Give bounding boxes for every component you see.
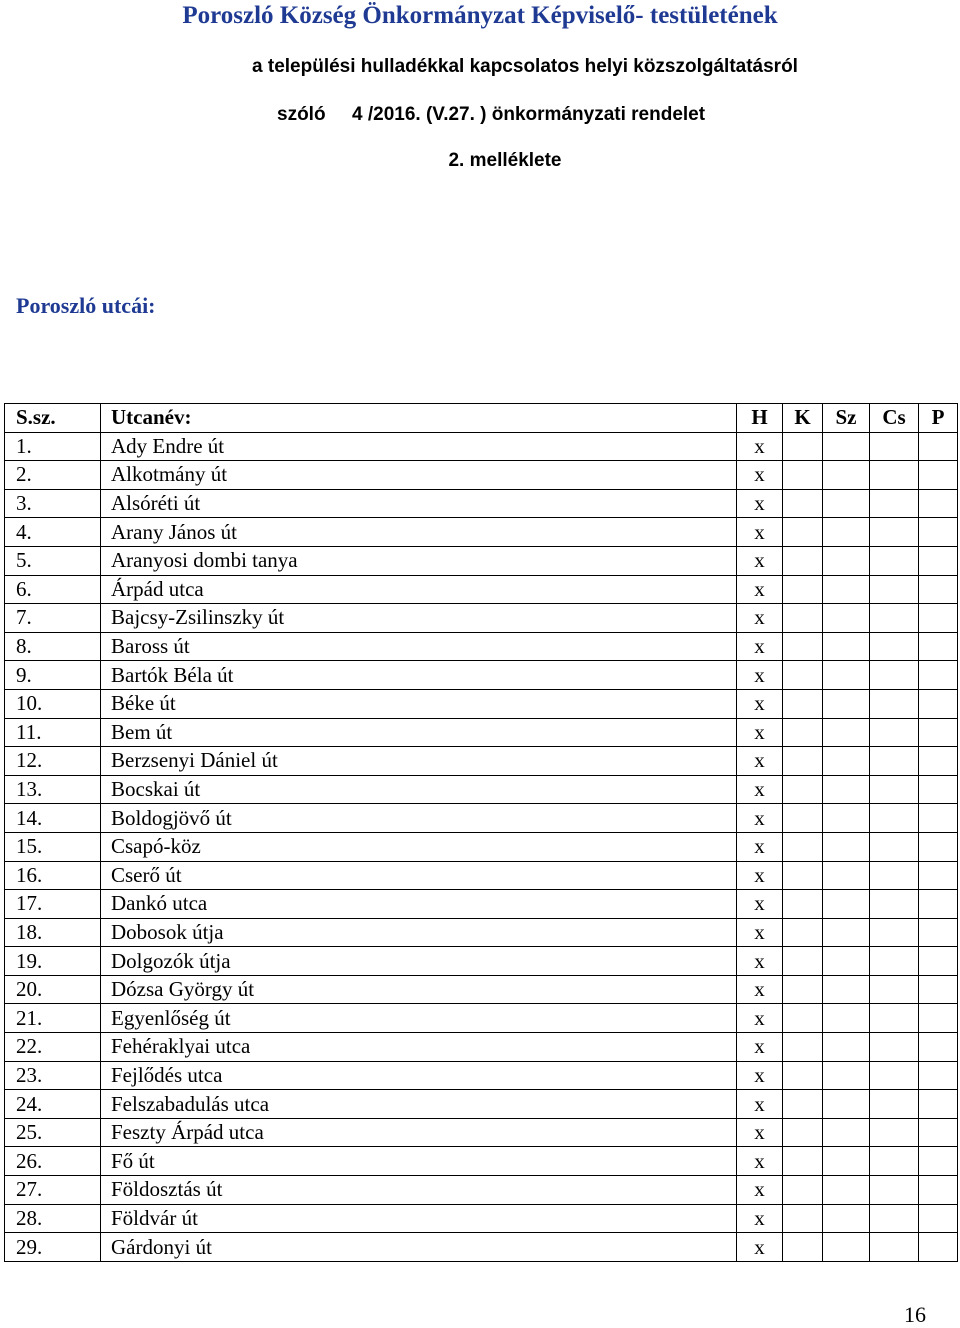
cell-sz	[823, 1204, 870, 1233]
cell-cs	[870, 975, 919, 1004]
cell-cs	[870, 604, 919, 633]
cell-k	[783, 1118, 823, 1147]
cell-h: x	[737, 575, 783, 604]
cell-number: 19.	[5, 947, 101, 976]
page-number: 16	[904, 1302, 926, 1327]
header-street-name: Utcanév:	[101, 404, 737, 433]
cell-k	[783, 575, 823, 604]
cell-number: 16.	[5, 861, 101, 890]
cell-street-name: Dankó utca	[101, 890, 737, 919]
cell-number: 20.	[5, 975, 101, 1004]
table-row	[5, 518, 958, 547]
cell-cs	[870, 689, 919, 718]
table-row	[5, 1118, 958, 1147]
cell-cs	[870, 1090, 919, 1119]
cell-p	[919, 718, 958, 747]
cell-p	[919, 1233, 958, 1262]
cell-sz	[823, 918, 870, 947]
cell-street-name: Fő út	[101, 1147, 737, 1176]
streets-table	[4, 403, 958, 1262]
cell-h: x	[737, 947, 783, 976]
cell-street-name: Baross út	[101, 632, 737, 661]
cell-street-name: Aranyosi dombi tanya	[101, 546, 737, 575]
cell-h: x	[737, 832, 783, 861]
cell-k	[783, 1233, 823, 1262]
table-row	[5, 689, 958, 718]
cell-p	[919, 546, 958, 575]
cell-h: x	[737, 890, 783, 919]
table-header-row	[5, 404, 958, 433]
cell-number: 24.	[5, 1090, 101, 1119]
cell-cs	[870, 1233, 919, 1262]
cell-p	[919, 747, 958, 776]
cell-h: x	[737, 975, 783, 1004]
cell-k	[783, 1147, 823, 1176]
cell-sz	[823, 1004, 870, 1033]
table-row	[5, 1033, 958, 1062]
cell-cs	[870, 1147, 919, 1176]
cell-cs	[870, 1204, 919, 1233]
section-title: Poroszló utcái:	[16, 293, 156, 318]
cell-p	[919, 689, 958, 718]
cell-number: 8.	[5, 632, 101, 661]
cell-cs	[870, 775, 919, 804]
cell-k	[783, 804, 823, 833]
cell-number: 11.	[5, 718, 101, 747]
cell-h: x	[737, 489, 783, 518]
table-row	[5, 632, 958, 661]
cell-sz	[823, 604, 870, 633]
cell-k	[783, 489, 823, 518]
cell-cs	[870, 1004, 919, 1033]
cell-k	[783, 1033, 823, 1062]
cell-street-name: Béke út	[101, 689, 737, 718]
cell-k	[783, 747, 823, 776]
table-row	[5, 461, 958, 490]
cell-k	[783, 1090, 823, 1119]
table-row	[5, 918, 958, 947]
cell-p	[919, 632, 958, 661]
cell-p	[919, 947, 958, 976]
cell-h: x	[737, 1147, 783, 1176]
cell-h: x	[737, 1033, 783, 1062]
cell-street-name: Feszty Árpád utca	[101, 1118, 737, 1147]
cell-k	[783, 689, 823, 718]
cell-p	[919, 804, 958, 833]
cell-sz	[823, 1118, 870, 1147]
cell-p	[919, 1176, 958, 1205]
cell-cs	[870, 918, 919, 947]
cell-sz	[823, 1233, 870, 1262]
cell-sz	[823, 832, 870, 861]
cell-sz	[823, 1090, 870, 1119]
table-row	[5, 832, 958, 861]
cell-number: 14.	[5, 804, 101, 833]
cell-h: x	[737, 918, 783, 947]
cell-p	[919, 832, 958, 861]
cell-h: x	[737, 632, 783, 661]
cell-cs	[870, 518, 919, 547]
cell-street-name: Földosztás út	[101, 1176, 737, 1205]
cell-street-name: Alsóréti út	[101, 489, 737, 518]
annex-label: 2. melléklete	[448, 150, 562, 171]
cell-sz	[823, 432, 870, 461]
cell-sz	[823, 1061, 870, 1090]
cell-street-name: Boldogjövő út	[101, 804, 737, 833]
cell-street-name: Dózsa György út	[101, 975, 737, 1004]
cell-street-name: Bem út	[101, 718, 737, 747]
cell-sz	[823, 461, 870, 490]
table-row	[5, 775, 958, 804]
cell-street-name: Árpád utca	[101, 575, 737, 604]
cell-cs	[870, 1061, 919, 1090]
cell-h: x	[737, 604, 783, 633]
cell-k	[783, 432, 823, 461]
cell-p	[919, 1033, 958, 1062]
cell-street-name: Arany János út	[101, 518, 737, 547]
cell-p	[919, 1147, 958, 1176]
cell-k	[783, 832, 823, 861]
table-row	[5, 575, 958, 604]
cell-p	[919, 861, 958, 890]
table-row	[5, 1147, 958, 1176]
cell-k	[783, 461, 823, 490]
cell-h: x	[737, 661, 783, 690]
cell-street-name: Fehéraklyai utca	[101, 1033, 737, 1062]
cell-k	[783, 775, 823, 804]
cell-h: x	[737, 1233, 783, 1262]
cell-street-name: Bartók Béla út	[101, 661, 737, 690]
table-row	[5, 1176, 958, 1205]
cell-sz	[823, 689, 870, 718]
table-row	[5, 1090, 958, 1119]
table-row	[5, 546, 958, 575]
cell-k	[783, 1004, 823, 1033]
cell-h: x	[737, 1176, 783, 1205]
cell-k	[783, 947, 823, 976]
cell-cs	[870, 832, 919, 861]
header-h: H	[737, 404, 783, 433]
cell-number: 10.	[5, 689, 101, 718]
cell-number: 17.	[5, 890, 101, 919]
table-row	[5, 747, 958, 776]
header-k: K	[783, 404, 823, 433]
cell-sz	[823, 861, 870, 890]
cell-k	[783, 518, 823, 547]
cell-street-name: Cserő út	[101, 861, 737, 890]
cell-cs	[870, 1176, 919, 1205]
cell-cs	[870, 632, 919, 661]
cell-k	[783, 890, 823, 919]
cell-h: x	[737, 518, 783, 547]
cell-number: 26.	[5, 1147, 101, 1176]
cell-street-name: Alkotmány út	[101, 461, 737, 490]
cell-p	[919, 489, 958, 518]
cell-sz	[823, 546, 870, 575]
cell-k	[783, 1176, 823, 1205]
cell-number: 22.	[5, 1033, 101, 1062]
cell-street-name: Berzsenyi Dániel út	[101, 747, 737, 776]
table-row	[5, 489, 958, 518]
cell-p	[919, 575, 958, 604]
cell-cs	[870, 489, 919, 518]
cell-h: x	[737, 1061, 783, 1090]
cell-h: x	[737, 747, 783, 776]
table-row	[5, 661, 958, 690]
cell-p	[919, 918, 958, 947]
cell-k	[783, 918, 823, 947]
cell-cs	[870, 1118, 919, 1147]
cell-p	[919, 975, 958, 1004]
table-row	[5, 604, 958, 633]
cell-k	[783, 546, 823, 575]
cell-street-name: Földvár út	[101, 1204, 737, 1233]
cell-sz	[823, 518, 870, 547]
streets-table-body	[5, 432, 958, 1261]
cell-sz	[823, 1176, 870, 1205]
cell-number: 18.	[5, 918, 101, 947]
header-cs: Cs	[870, 404, 919, 433]
cell-cs	[870, 718, 919, 747]
document-title: Poroszló Község Önkormányzat Képviselő- testületének	[182, 2, 778, 29]
cell-h: x	[737, 1204, 783, 1233]
cell-street-name: Ady Endre út	[101, 432, 737, 461]
cell-sz	[823, 947, 870, 976]
table-row	[5, 975, 958, 1004]
cell-number: 21.	[5, 1004, 101, 1033]
cell-sz	[823, 661, 870, 690]
cell-p	[919, 461, 958, 490]
cell-street-name: Felszabadulás utca	[101, 1090, 737, 1119]
table-row	[5, 1204, 958, 1233]
cell-h: x	[737, 689, 783, 718]
table-row	[5, 804, 958, 833]
cell-number: 2.	[5, 461, 101, 490]
table-row	[5, 1233, 958, 1262]
cell-street-name: Egyenlőség út	[101, 1004, 737, 1033]
cell-number: 29.	[5, 1233, 101, 1262]
cell-p	[919, 890, 958, 919]
cell-street-name: Dolgozók útja	[101, 947, 737, 976]
cell-number: 9.	[5, 661, 101, 690]
cell-cs	[870, 1033, 919, 1062]
cell-sz	[823, 632, 870, 661]
cell-street-name: Dobosok útja	[101, 918, 737, 947]
cell-number: 27.	[5, 1176, 101, 1205]
table-row	[5, 1061, 958, 1090]
cell-cs	[870, 461, 919, 490]
cell-cs	[870, 890, 919, 919]
cell-k	[783, 604, 823, 633]
cell-sz	[823, 1033, 870, 1062]
cell-cs	[870, 804, 919, 833]
decree-reference: 4 /2016. (V.27. ) önkormányzati rendelet	[352, 104, 706, 125]
cell-h: x	[737, 1004, 783, 1033]
cell-h: x	[737, 546, 783, 575]
cell-p	[919, 1090, 958, 1119]
cell-k	[783, 661, 823, 690]
cell-street-name: Csapó-köz	[101, 832, 737, 861]
cell-p	[919, 661, 958, 690]
cell-h: x	[737, 461, 783, 490]
cell-number: 5.	[5, 546, 101, 575]
cell-number: 4.	[5, 518, 101, 547]
cell-number: 13.	[5, 775, 101, 804]
header-number: S.sz.	[5, 404, 101, 433]
cell-cs	[870, 747, 919, 776]
cell-number: 3.	[5, 489, 101, 518]
cell-h: x	[737, 804, 783, 833]
cell-k	[783, 1061, 823, 1090]
cell-p	[919, 1204, 958, 1233]
cell-sz	[823, 975, 870, 1004]
cell-p	[919, 1004, 958, 1033]
cell-cs	[870, 546, 919, 575]
table-row	[5, 947, 958, 976]
header-p: P	[919, 404, 958, 433]
cell-h: x	[737, 1118, 783, 1147]
cell-sz	[823, 747, 870, 776]
cell-cs	[870, 575, 919, 604]
cell-street-name: Bajcsy-Zsilinszky út	[101, 604, 737, 633]
cell-p	[919, 518, 958, 547]
cell-street-name: Gárdonyi út	[101, 1233, 737, 1262]
cell-cs	[870, 861, 919, 890]
cell-cs	[870, 947, 919, 976]
cell-k	[783, 861, 823, 890]
cell-sz	[823, 890, 870, 919]
cell-number: 28.	[5, 1204, 101, 1233]
cell-k	[783, 718, 823, 747]
cell-p	[919, 432, 958, 461]
cell-p	[919, 775, 958, 804]
cell-h: x	[737, 861, 783, 890]
table-row	[5, 1004, 958, 1033]
cell-sz	[823, 1147, 870, 1176]
header-sz: Sz	[823, 404, 870, 433]
cell-number: 23.	[5, 1061, 101, 1090]
cell-street-name: Bocskai út	[101, 775, 737, 804]
cell-k	[783, 632, 823, 661]
cell-p	[919, 1118, 958, 1147]
cell-number: 7.	[5, 604, 101, 633]
cell-street-name: Fejlődés utca	[101, 1061, 737, 1090]
cell-sz	[823, 804, 870, 833]
table-row	[5, 890, 958, 919]
cell-sz	[823, 489, 870, 518]
table-row	[5, 861, 958, 890]
cell-number: 15.	[5, 832, 101, 861]
cell-k	[783, 975, 823, 1004]
cell-k	[783, 1204, 823, 1233]
cell-sz	[823, 575, 870, 604]
table-row	[5, 432, 958, 461]
cell-sz	[823, 775, 870, 804]
cell-h: x	[737, 432, 783, 461]
document-subtitle: a települési hulladékkal kapcsolatos helyi közszolgáltatásról	[252, 56, 798, 77]
table-row	[5, 718, 958, 747]
cell-h: x	[737, 775, 783, 804]
cell-cs	[870, 432, 919, 461]
cell-p	[919, 604, 958, 633]
cell-h: x	[737, 718, 783, 747]
cell-h: x	[737, 1090, 783, 1119]
cell-number: 25.	[5, 1118, 101, 1147]
cell-number: 6.	[5, 575, 101, 604]
decree-prefix: szóló	[277, 104, 326, 125]
cell-number: 1.	[5, 432, 101, 461]
cell-number: 12.	[5, 747, 101, 776]
cell-cs	[870, 661, 919, 690]
cell-sz	[823, 718, 870, 747]
cell-p	[919, 1061, 958, 1090]
